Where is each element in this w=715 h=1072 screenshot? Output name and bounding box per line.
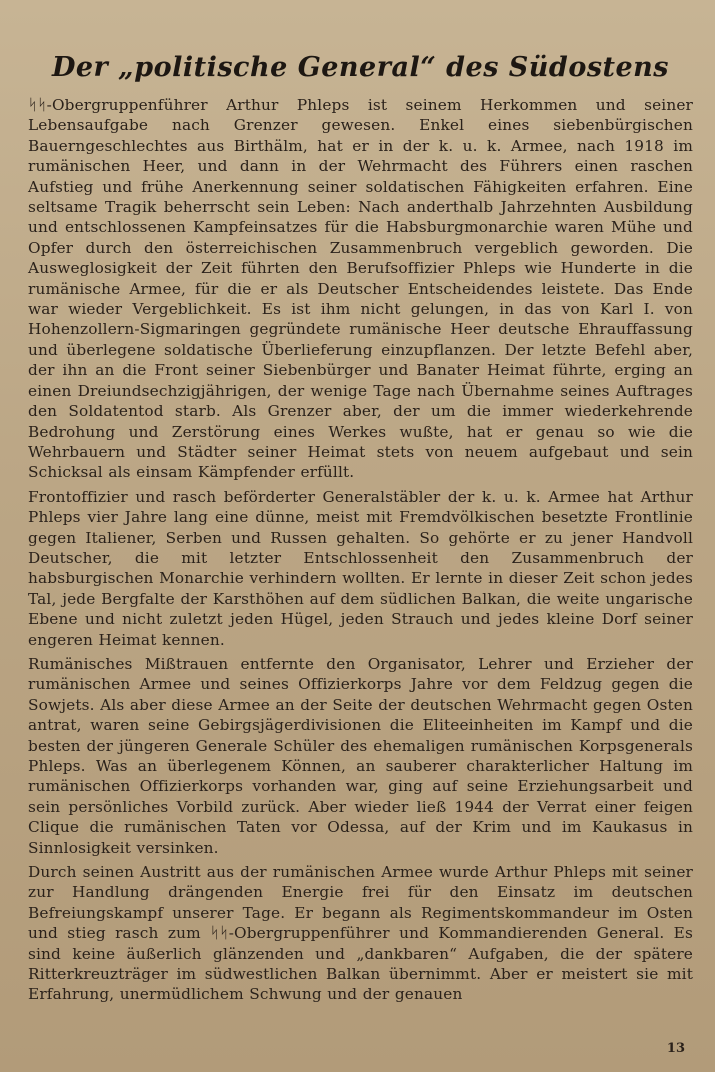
- page-title: Der „politische General“ des Südostens: [51, 52, 670, 83]
- paragraph-2: Frontoffizier und rasch beförderter Generalstäbler der k. u. k. Armee hat Arthur Phleps vier Jahre lang eine dünne, meist mit Fremdvölkischen besetzte Frontlinie gegen Italiener, Serben und Russen gehalten. So gehörte er zu jener Handvoll Deutscher, die mit letzter Entschlossenheit den Zusammenbruch der habsburgischen Monarchie verhindern wollten. Er lernte in dieser Zeit schon jedes Tal, jede Bergfalte der Karsthöhen auf dem südlichen Balkan, die weite ungarische Ebene und nicht zuletzt jeden Hügel, jeden Strauch und jedes kleine Dorf seiner engeren Heimat kennen.: [28, 487, 693, 649]
- paragraph-4: Durch seinen Austritt aus der rumänischen Armee wurde Arthur Phleps mit seiner zur Handlung drängenden Energie frei für den Einsatz im deutschen Befreiungskampf unserer Tage. Er begann als Regimentskommandeur im Osten und stieg rasch zum ᛋᛋ-Obergruppenführer und Kommandierenden General. Es sind keine äußerlich glänzenden und „dankbaren“ Aufgaben, die der spätere Ritterkreuzträger im südwestlichen Balkan übernimmt. Aber er meistert sie mit Erfahrung, unermüdlichem Schwung und der genauen: [28, 863, 693, 1004]
- page-number: 13: [666, 1041, 685, 1056]
- article-body: [28, 95, 693, 1005]
- paragraph-3: Rumänisches Mißtrauen entfernte den Organisator, Lehrer und Erzieher der rumänischen Armee und seines Offizierkorps Jahre vor dem Feldzug gegen die Sowjets. Als aber diese Armee an der Seite der deutschen Wehrmacht gegen Osten antrat, waren seine Gebirgsjägerdivisionen die Eliteeinheiten im Kampf und die besten der jüngeren Generale Schüler des ehemaligen rumänischen Korpsgenerals Phleps. Was an überlegenem Können, an sauberer charakterlicher Haltung im rumänischen Offizierkorps vorhanden war, ging auf seine Erziehungsarbeit und sein persönliches Vorbild zurück. Aber wieder ließ 1944 der Verrat einer feigen Clique die rumänischen Taten vor Odessa, auf der Krim und im Kaukasus in Sinnlosigkeit versinken.: [28, 654, 693, 857]
- paragraph-1: ᛋᛋ-Obergruppenführer Arthur Phleps ist seinem Herkommen und seiner Lebensaufgabe nach Grenzer gewesen. Enkel eines siebenbürgischen Bauerngeschlechtes aus Birthälm, hat er in der k. u. k. Armee, nach 1918 im rumänischen Heer, und dann in der Wehrmacht des Führers einen raschen Aufstieg und frühe Anerkennung seiner soldatischen Fähigkeiten erfahren. Eine seltsame Tragik beherrscht sein Leben: Nach anderthalb Jahrzehnten Ausbildung und entschlossenen Kampfeinsatzes für die Habsburgmonarchie waren Mühe und Opfer durch den österreichischen Zusammenbruch vergeblich geworden. Die Ausweglosigkeit der Zeit führten den Berufsoffizier Phleps wie Hunderte in die rumänische Armee, für die er als Deutscher Entscheidendes leistete. Das Ende war wieder Vergeblichkeit. Es ist ihm nicht gelungen, in das von Karl I. von Hohenzollern-Sigmaringen gegründete rumänische Heer deutsche Ehrauffassung und überlegene soldatische Überlieferung einzupflanzen. Der letzte Befehl aber, der ihn an die Front seiner Siebenbürger und Banater Heimat führte, erging an einen Dreiundsechzigjährigen, der wenige Tage nach Übernahme seines Auftrages den Soldatentod starb. Als Grenzer aber, der um die immer wiederkehrende Bedrohung und Zerstörung eines Werkes wußte, hat er genau so wie die Wehrbauern und Städter seiner Heimat stets von neuem aufgebaut und sein Schicksal als einsam Kämpfender erfüllt.: [28, 96, 693, 482]
